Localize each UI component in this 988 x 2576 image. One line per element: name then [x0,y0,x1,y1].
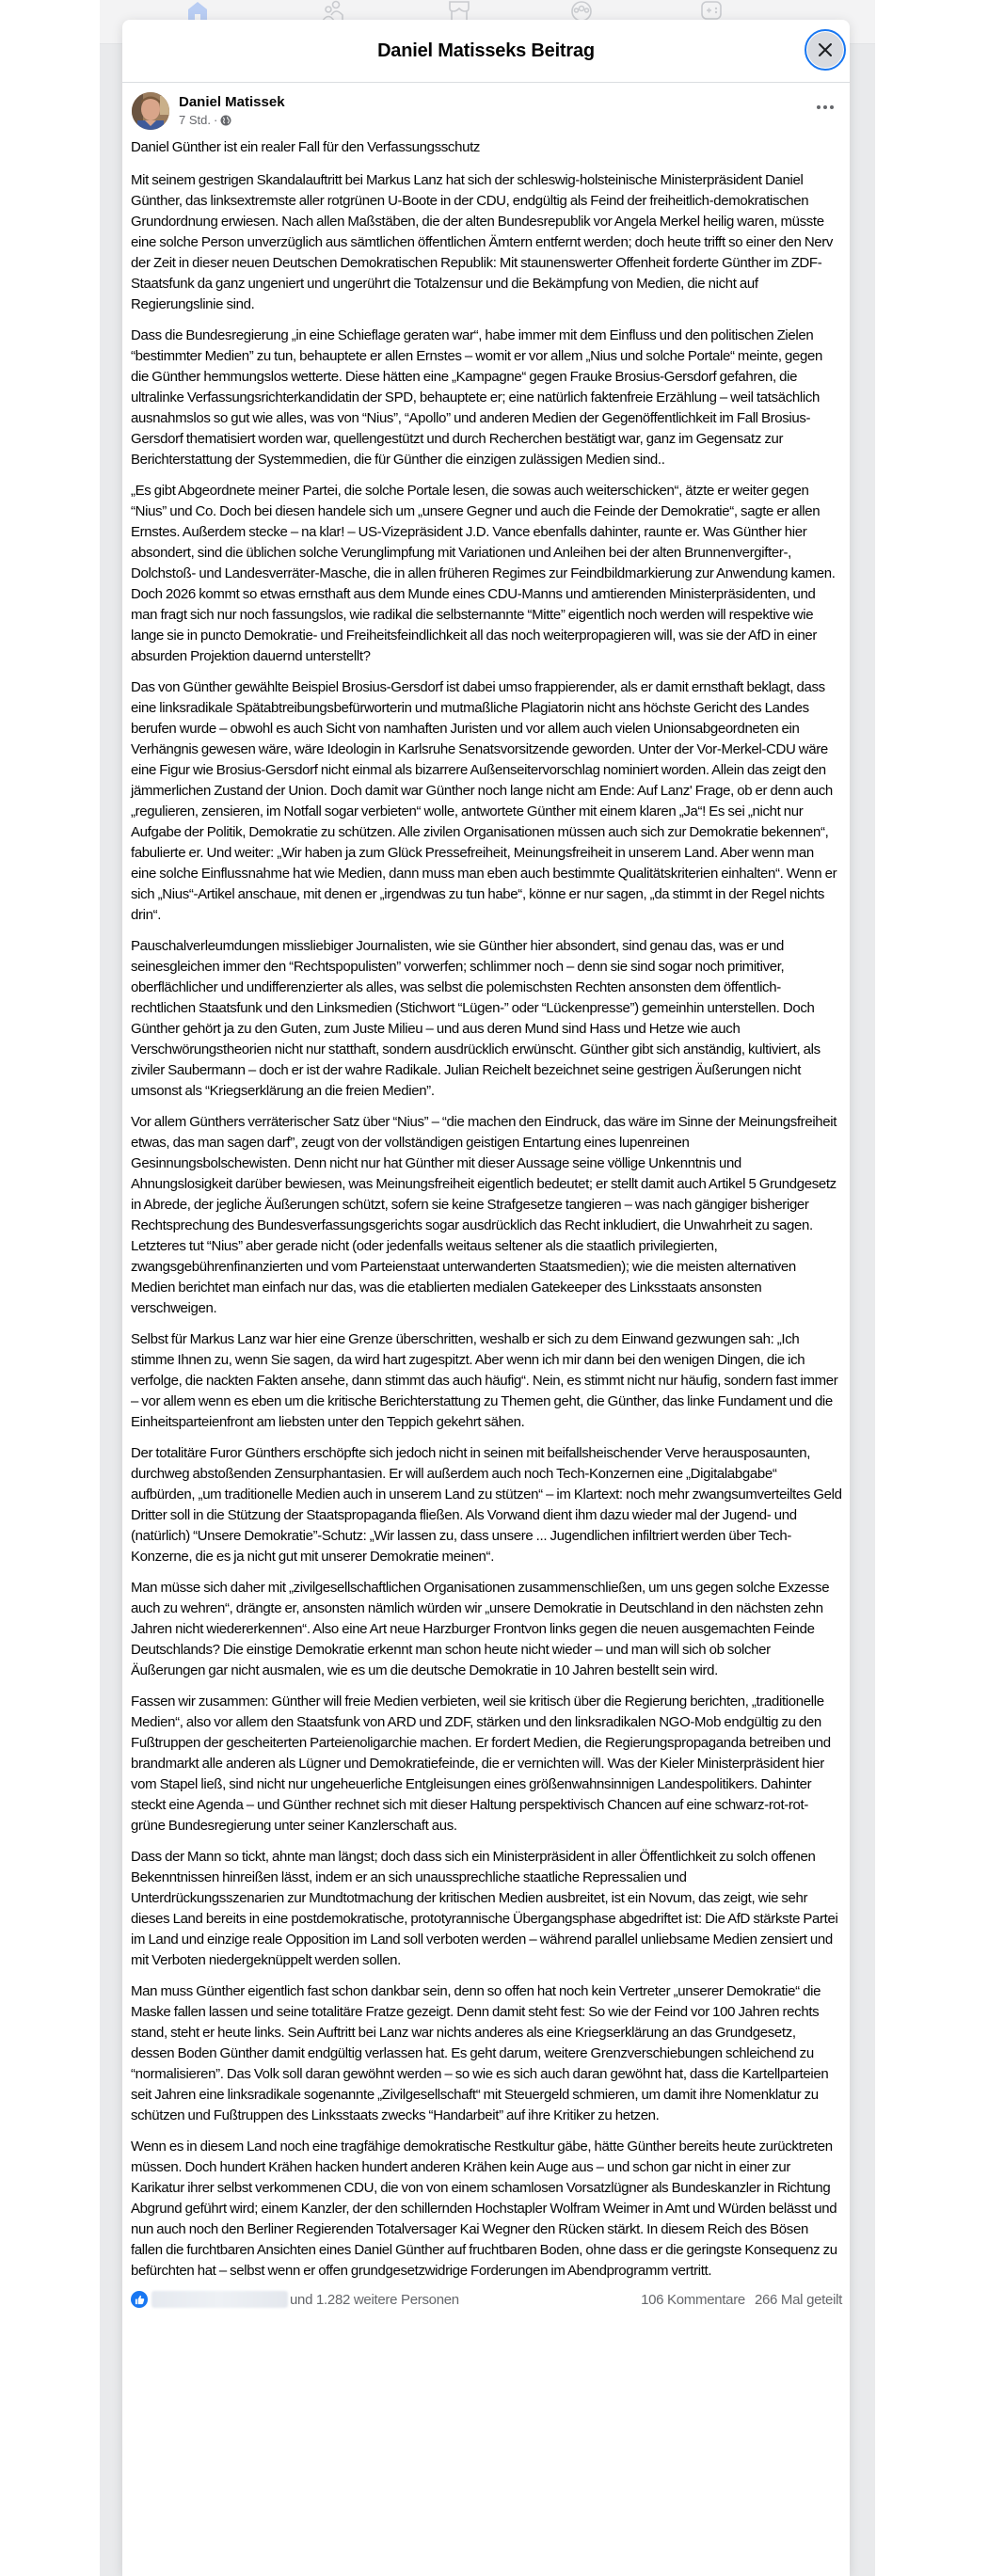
groups-icon[interactable] [568,0,595,21]
post-paragraph: Dass der Mann so tickt, ahnte man längst; doch dass sich ein Ministerpräsident in aller Öffentlichkeit zu solch offenen Bekenntnissen hinreißen lässt, indem er an sich unaussprechliche staatliche Repressalien und Unterdrückungsszenarien zur Mundtotmachung der kritischen Medien ausbreitet, ist ein Novum, das zeigt, wie sehr dieses Land bereits in eine postdemokratische, prototyrannische Übergangsphase abgedriftet ist: Die AfD stärkste Partei im Land und einzige reale Opposition im Land soll verboten werden – während parallel unliebsame Medien zensiert und mit Verboten niedergeknüppelt werden sollen. [131,1849,838,1968]
post-paragraph: Man müsse sich daher mit „zivilgesellschaftlichen Organisationen zusammenschließen, um uns gegen solche Exzesse auch zu wehren“, drängte er, ansonsten nämlich würden wir „unsere Demokratie in Deutschland in den nächsten zehn Jahren nicht wiedererkennen“. Also eine Art neue Harzburger Frontvon links gegen die neuen ausgemachten Feinde Deutschlands? Die einstige Demokratie erkennt man schon heute nicht wieder – und man will sich ob solcher Äußerungen gar nicht ausmalen, wie es um die deutsche Demokratie in 10 Jahren bestellt sein wird. [131,1580,830,1678]
comments-count[interactable]: 106 Kommentare [641,2291,745,2308]
post-paragraph: Das von Günther gewählte Beispiel Brosius-Gersdorf ist dabei umso frappierender, als er damit ernsthaft beklagt, dass eine linksradikale Spätabtreibungsbefürworterin und mutmaßliche Plagiatorin nicht ans höchste Gericht des Landes berufen wurde – obwohl es auch Sicht von namhaften Juristen und vor allem auch vielen Unionsabgeordneten ein Verhängnis gewesen wäre, wäre Ideologin in Karlsruhe Senatsvorsitzende geworden. Unter der Vor-Merkel-CDU wäre eine Figur wie Brosius-Gersdorf nicht einmal als bizarrere Außenseitervorschlag nominiert worden. Allein das zeigt den jämmerlichen Zustand der Union. Doch damit war Günther noch lange nicht am Ende: Auf Lanz' Frage, ob er denn auch „regulieren, zensieren, im Notfall sogar verbieten“ wolle, antwortete Günther mit einem klaren „Ja“! Es sei „nicht nur Aufgabe der Politik, Demokratie zu schützen. Alle zivilen Organisationen müssen auch sich zur Demokratie bekennen“, fabulierte er. Und weiter: „Wir haben ja zum Glück Pressefreiheit, Meinungsfreiheit in unserem Land. Aber wenn man eine solche Einflussnahme hat wie Medien, dann muss man eben auch bestimmte Qualitätskriterien einhalten“. Wenn er sich „Nius“-Artikel anschaue, mit denen er „irgendwas zu tun habe“, könne er nur sagen, „da stimmt in der Regel nichts drin“. [131,679,837,923]
dialog-title: Daniel Matisseks Beitrag [377,40,595,61]
post-paragraph: Der totalitäre Furor Günthers erschöpfte sich jedoch nicht in seinen mit beifallsheischender Verve herausposaunten, durchweg abstoßenden Zensurphantasien. Er will außerdem auch noch Tech-Konzernen eine „Digitalabgabe“ aufbürden, „um traditionelle Medien auch in unserem Land zu stützen“ – im Klartext: noch mehr zwangsumverteiltes Geld Dritter soll in die Stützung der Staatspropaganda fließen. Als Vorwand dient ihm dazu wieder mal der Jugend- und (natürlich) “Unsere Demokratie”-Schutz: „Wir lassen zu, dass unsere ... Jugendlichen infiltriert werden über Tech-Konzerne, die es ja nicht gut mit unserer Demokratie meinen“. [131,1445,842,1565]
more-dots-icon [816,104,835,110]
post-header [122,83,850,137]
more-options-button[interactable] [814,100,837,115]
marketplace-icon[interactable] [446,0,472,21]
gaming-icon[interactable] [698,0,725,21]
reactions-count[interactable]: und 1.282 weitere Personen [290,2291,459,2308]
post-paragraph: „Es gibt Abgeordnete meiner Partei, die solche Portale lesen, die sowas auch weiterschicken“, ätzte er weiter gegen “Nius” und Co. Doch bei diesen handele sich um „unsere Gegner und auch die Feinde der Demokratie“, sagte er allen Ernstes. Außerdem stecke – na klar! – US-Vizepräsident J.D. Vance ebenfalls dahinter, raunte er. Was Günther hier absondert, sind die üblichen solche Verunglimpfung mit Variationen und Anleihen bei der alten Brunnenvergifter-, Dolchstoß- und Landesverräter-Masche, die in allen früheren Regimes zur Feindbildmarkierung zur Anwendung kamen. Doch 2026 kommt so etwas ernsthaft aus dem Munde eines CDU-Manns und amtierenden Ministerpräsidenten, und man fragt sich nur noch fassungslos, wie radikal die selbsternannte “Mitte” eigentlich noch werden will respektive wie lange sie in puncto Demokratie- und Freiheitsfeindlichkeit all das noch weiterpropagieren will, was sie der AfD in einer absurden Projektion dauernd unterstellt? [131,483,836,664]
friends-icon[interactable] [320,0,346,21]
meta-separator: · [213,113,218,127]
like-icon[interactable] [131,2291,148,2308]
reactor-names-redacted [151,2291,288,2308]
post-paragraph: Fassen wir zusammen: Günther will freie Medien verbieten, weil sie kritisch über die Regierung berichten, „traditionelle Medien“, also vor allem den Staatsfunk von ARD und ZDF, stärken und den linksradikalen NGO-Mob endgültig zu den Fußtruppen der gescheiterten Parteienoligarchie machen. Er fordert Medien, die Regierungspropaganda betreiben und brandmarkt alle anderen als Lügner und Demokratiefeinde, die er vernichten will. Was der Kieler Ministerpräsident hier vom Stapel ließ, sind nicht nur ungeheuerliche Entgleisungen eines größenwahnsinnigen Landespolitikers. Dahinter steckt eine Agenda – und Günther rechnet sich mit dieser Haltung perspektivisch Chancen auf eine schwarz-rot-rot-grüne Bundesregierung unter seiner Kanzlerschaft aus. [131,1693,831,1834]
post-timestamp[interactable]: 7 Std. [179,113,211,127]
reactions-bar [131,2285,842,2314]
post-meta [179,113,231,127]
post-paragraph: Mit seinem gestrigen Skandalauftritt bei Markus Lanz hat sich der schleswig-holsteinische Ministerpräsident Daniel Günther, das linksextremste aller rotgrünen U-Boote in der CDU, endgültig als Feind der freiheitlich-demokratischen Grundordnung erwiesen. Nach allen Maßstäben, die der alten Bundesrepublik vor Angela Merkel heilig waren, müsste eine solche Person unverzüglich aus sämtlichen öffentlichen Ämtern entfernt werden; doch heute trifft so einer den Nerv der Zeit in dieser neuen Deutschen Demokratischen Republik: Mit staunenswerter Offenheit forderte Günther im ZDF-Staatsfunk da ganz ungeniert und ungerührt die Totalzensur und die Bekämpfung von Medien, die nicht auf Regierungslinie sind. [131,172,834,312]
post-headline: Daniel Günther ist ein realer Fall für den Verfassungsschutz [131,139,481,155]
post-paragraph: Pauschalverleumdungen missliebiger Journalisten, wie sie Günther hier absondert, sind genau das, was er und seinesgleichen immer den “Rechtspopulisten” vorwerfen; schlimmer noch – denn sie sind sogar noch primitiver, oberflächlicher und undifferenzierter als alles, was selbst die polemischsten Rechten ansonsten dem öffentlich-rechtlichen Staatsfunk und den Linksmedien (Stichwort “Lügen-” oder “Lückenpresse”) gemeinhin unterstellen. Doch Günther gehört ja zu den Guten, zum Juste Milieu – und aus deren Mund sind Hass und Hetze wie auch Verschwörungstheorien nicht nur statthaft, sondern ausdrücklich erwünscht. Günther gibt sich anständig, kultiviert, als ziviler Saubermann – doch er ist der wahre Radikale. Julian Reichelt bezeichnet seine gestrigen Äußerungen nicht umsonst als “Kriegserklärung an die freien Medien”. [131,938,821,1099]
close-icon [817,41,834,58]
close-button[interactable] [805,29,846,71]
home-icon[interactable] [184,0,211,21]
post-body [122,137,850,2282]
post-paragraph: Selbst für Markus Lanz war hier eine Grenze überschritten, weshalb er sich zu dem Einwand gezwungen sah: „Ich stimme Ihnen zu, wenn Sie sagen, da wird hart zugespitzt. Aber wenn ich mir dann bei den wenigen Dingen, die ich verfolge, die nackten Fakten ansehe, dann stimmt das auch häufig“. Nein, es stimmt nicht nur häufig, sondern fast immer – vor allem wenn es eben um die kritische Berichterstattung zu Themen geht, die Günther, das linke Fundament und die Einheitsparteienfront am liebsten unter den Teppich gekehrt sähen. [131,1331,838,1430]
author-name[interactable]: Daniel Matissek [179,94,285,110]
shares-count[interactable]: 266 Mal geteilt [754,2291,842,2308]
post-paragraph: Wenn es in diesem Land noch eine tragfähige demokratische Restkultur gäbe, hätte Günther bereits heute zurücktreten müssen. Doch hundert Krähen hacken hundert anderen Krähen kein Auge aus – und schon gar nicht in einer zur Karikatur ihrer selbst verkommenen CDU, die von von einem schamlosen Vorsatzlügner als Bundeskanzler in Richtung Abgrund geführt wird; einem Kanzler, der den schillernden Hochstapler Wolfram Weimer in Amt und Würden belässt und nun auch noch den Berliner Regierenden Totalversager Kai Wegner den Rücken stärkt. In diesem Reich des Bösen fallen die furchtbaren Ansichten eines Daniel Günther auf fruchtbaren Boden, ohne dass er die geringste Konsequenz zu befürchten hat – selbst wenn er offen grundgesetzwidrige Forderungen im Abendprogramm vertritt. [131,2139,837,2279]
dialog-header [122,20,850,83]
globe-icon[interactable] [220,115,231,126]
post-paragraph: Man muss Günther eigentlich fast schon dankbar sein, denn so offen hat noch kein Vertreter „unserer Demokratie“ die Maske fallen lassen und seine totalitäre Fratze gezeigt. Denn damit steht fest: So wie der Feind vor 100 Jahren rechts stand, steht er heute links. Sein Auftritt bei Lanz war nichts anderes als eine Kriegserklärung an das Grundgesetz, dessen Boden Günther damit endgültig verlassen hat. Es geht darum, weitere Grenzverschiebungen schleichend zu “normalisieren”. Das Volk soll daran gewöhnt werden – so wie es sich auch daran gewöhnt hat, dass die Kartellparteien seit Jahren eine linksradikale sogenannte „Zivilgesellschaft“ mit Steuergeld schmieren, um damit ihre Nomenklatur zu schützen und Fußtruppen des Linksstaats zwecks “Handarbeit” auf ihre Kritiker zu hetzen. [131,1983,829,2123]
post-paragraph: Dass die Bundesregierung „in eine Schieflage geraten war“, habe immer mit dem Einfluss und den politischen Zielen “bestimmter Medien” zu tun, behauptete er allen Ernstes – womit er vor allem „Nius und solche Portale“ meinte, gegen die Günther hemmungslos wetterte. Diese hätten eine „Kampagne“ gegen Frauke Brosius-Gersdorf gefahren, die ultralinke Verfassungsrichterkandidatin der SPD, behauptete er; eine natürlich faktenfreie Erzählung – weil tatsächlich ausnahmslos so gut wie alles, was von “Nius”, “Apollo” und anderen Medien der Gegenöffentlichkeit im Fall Brosius-Gersdorf thematisiert worden war, quellengestützt und durch Recherchen bestätigt war, ganz im Gegensatz zur Berichterstattung der Systemmedien, die für Günther die einzigen zulässigen Medien sind.. [131,327,822,468]
avatar[interactable] [132,92,169,130]
post-dialog [122,20,850,2576]
post-paragraph: Vor allem Günthers verräterischer Satz über “Nius” – “die machen den Eindruck, das wäre im Sinne der Meinungsfreiheit etwas, das man sagen darf”, zeugt von der vollständigen geistigen Entartung eines lupenreinen Gesinnungsbolschewisten. Denn nicht nur hat Günther mit dieser Aussage seine völlige Unkenntnis und Ahnungslosigkeit darüber bewiesen, was Meinungsfreiheit eigentlich bedeutet; er stellt damit auch Artikel 5 Grundgesetz in Abrede, der jegliche Äußerungen schützt, sofern sie keine Strafgesetze tangieren – was nach gängiger bisheriger Rechtsprechung des Bundesverfassungsgerichts sogar ausdrücklich das Recht inkludiert, die Unwahrheit zu sagen. Letzteres tut “Nius” aber gerade nicht (oder jedenfalls weitaus seltener als die staatlich privilegierten, zwangsgebührenfinanzierten und vom Parteienstaat unterwanderten Staatsmedien); wie die meisten alternativen Medien berichtet man einfach nur das, was die etablierten medialen Gatekeeper des Linksstaats ansonsten verschweigen. [131,1114,837,1316]
